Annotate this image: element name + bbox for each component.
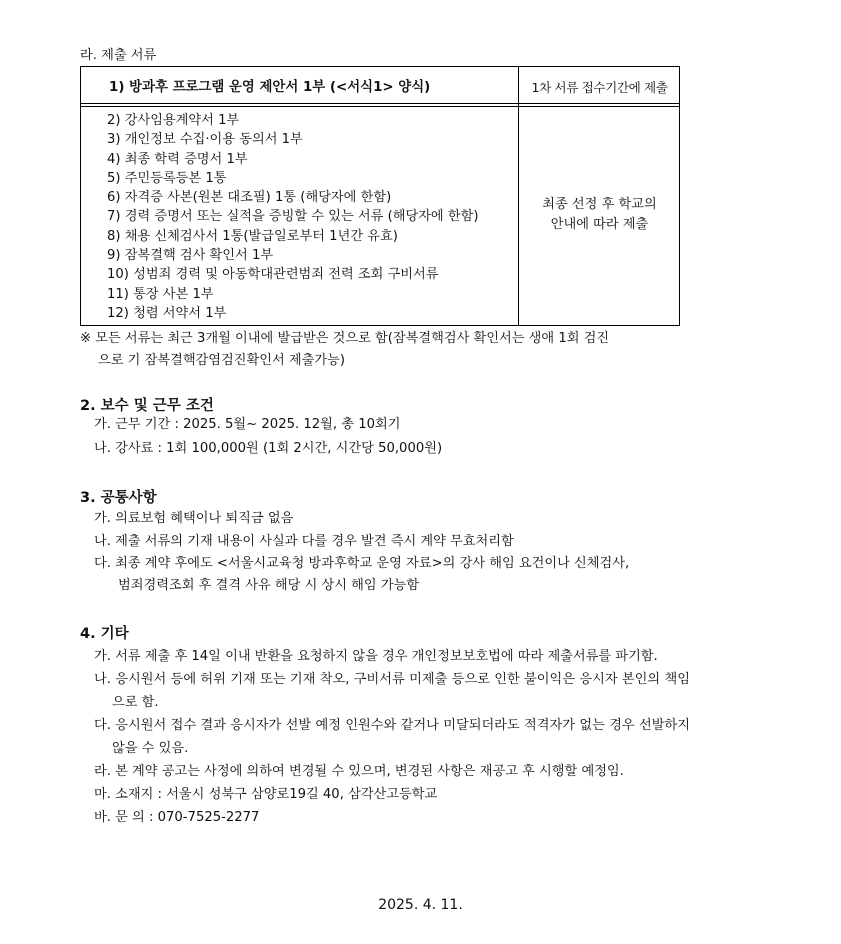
section3-line: 가. 의료보험 혜택이나 퇴직금 없음 (94, 511, 294, 526)
table-row2-right (518, 195, 681, 235)
submission-note (80, 328, 692, 372)
section2-line: 나. 강사료 : 1회 100,000원 (1회 2시간, 시간당 50,000원) (94, 441, 443, 456)
table-item-list (107, 111, 478, 323)
section3-line: 다. 최종 계약 후에도 <서울시교육청 방과후학교 운영 자료>의 강사 해임 요건이나 신체검사, (94, 556, 630, 571)
list-item: 8) 채용 신체검사서 1통(발급일로부터 1년간 유효) (107, 228, 398, 244)
table-divider-horizontal-double (81, 106, 679, 107)
list-item: 5) 주민등록등본 1통 (107, 170, 227, 186)
list-item: 10) 성범죄 경력 및 아동학대관련범죄 전력 조회 구비서류 (107, 267, 439, 283)
document-date: 2025. 4. 11. (378, 897, 463, 913)
section4-item: 바. 문 의 : 070-7525-2277 (94, 810, 260, 825)
section3-line: 범죄경력조회 후 결격 사유 해당 시 상시 해임 가능함 (118, 578, 420, 593)
section4-item: 다. 응시원서 접수 결과 응시자가 선발 예정 인원수와 같거나 미달되더라도 적격자가 없는 경우 선발하지 않을 수 있음. (94, 718, 690, 756)
section3-line: 나. 제출 서류의 기재 내용이 사실과 다를 경우 발견 즉시 계약 무효처리함 (94, 534, 514, 549)
note-line1: ※ 모든 서류는 최근 3개월 이내에 발급받은 것으로 함(잠복결핵검사 확인서는 생애 1회 검진 (80, 331, 610, 346)
list-item: 12) 청렴 서약서 1부 (107, 305, 227, 321)
section4-item: 마. 소재지 : 서울시 성북구 삼양로19길 40, 삼각산고등학교 (94, 787, 438, 802)
row2-right-line2: 안내에 따라 제출 (550, 217, 649, 232)
list-item: 2) 강사임용계약서 1부 (107, 113, 240, 128)
list-item: 11) 통장 사본 1부 (107, 286, 214, 302)
list-item: 3) 개인정보 수집·이용 동의서 1부 (107, 132, 303, 148)
list-item: 9) 잠복결핵 검사 확인서 1부 (107, 248, 274, 264)
section2-line: 가. 근무 기간 : 2025. 5월~ 2025. 12월, 총 10회기 (94, 417, 401, 432)
list-item: 4) 최종 학력 증명서 1부 (107, 151, 248, 167)
table-row1-left: 1) 방과후 프로그램 운영 제안서 1부 (<서식1> 양식) (109, 80, 431, 95)
section4-list (94, 645, 690, 829)
section4-item: 라. 본 계약 공고는 사정에 의하여 변경될 수 있으며, 변경된 사항은 재공고 후 시행할 예정임. (94, 764, 624, 779)
section3-title: 3. 공통사항 (80, 490, 157, 506)
table-divider-horizontal (81, 103, 679, 104)
list-item: 6) 자격증 사본(원본 대조필) 1통 (해당자에 한함) (107, 190, 392, 206)
section4-title: 4. 기타 (80, 626, 129, 642)
section4-item: 가. 서류 제출 후 14일 이내 반환을 요청하지 않을 경우 개인정보보호법에 따라 제출서류를 파기함. (94, 649, 658, 664)
submission-table (80, 66, 680, 326)
submission-heading: 라. 제출 서류 (80, 48, 157, 63)
table-row1-right: 1차 서류 접수기간에 제출 (531, 80, 668, 95)
list-item: 7) 경력 증명서 또는 실적을 증빙할 수 있는 서류 (해당자에 한함) (107, 209, 479, 225)
note-line2: 으로 기 잠복결핵감염검진확인서 제출가능) (98, 353, 346, 368)
section4-item: 나. 응시원서 등에 허위 기재 또는 기재 착오, 구비서류 미제출 등으로 인한 불이익은 응시자 본인의 책임으로 함. (94, 672, 690, 710)
row2-right-line1: 최종 선정 후 학교의 (542, 197, 657, 212)
section2-title: 2. 보수 및 근무 조건 (80, 398, 214, 414)
